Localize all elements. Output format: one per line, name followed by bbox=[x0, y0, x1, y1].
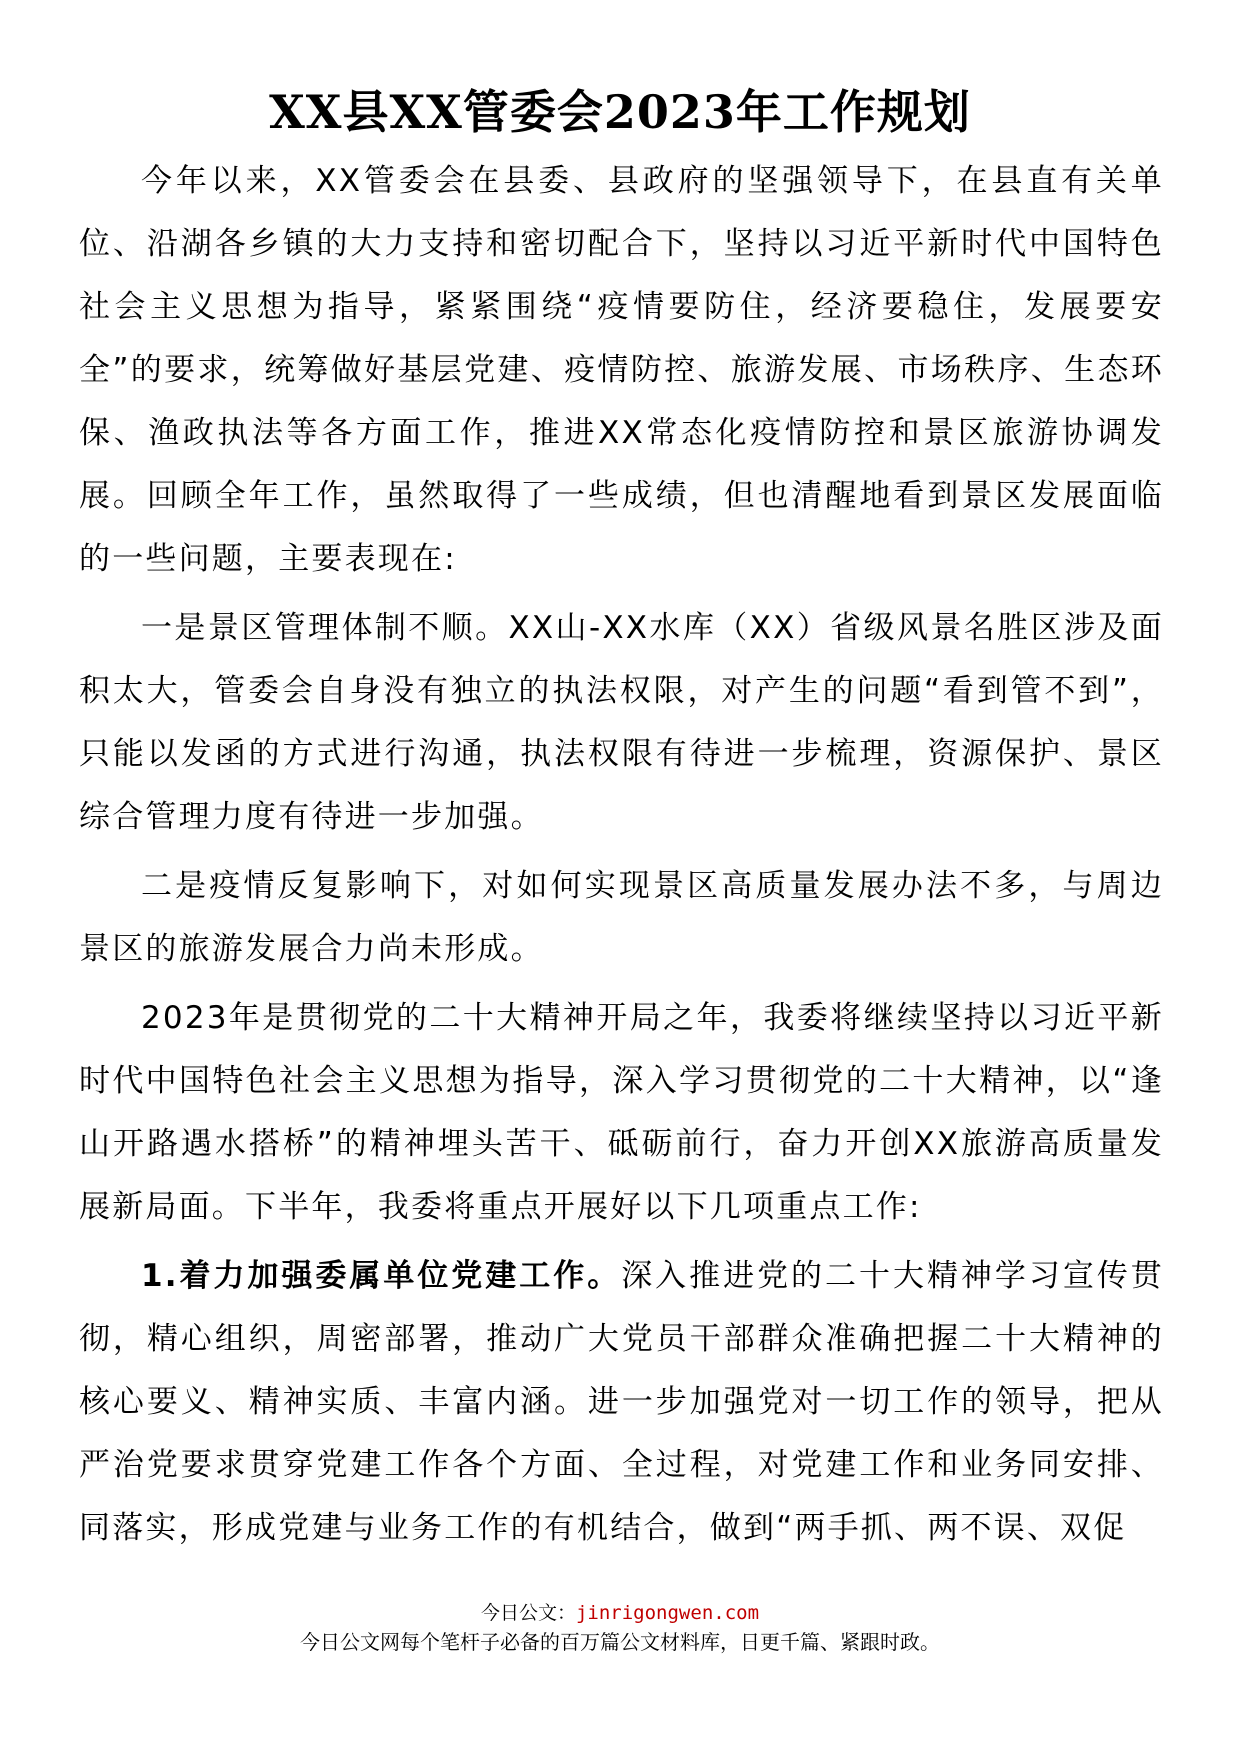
footer-slogan: 今日公文网每个笔杆子必备的百万篇公文材料库，日更千篇、紧跟时政。 bbox=[300, 1630, 940, 1654]
document-body bbox=[79, 150, 1164, 1566]
paragraph-intro bbox=[79, 150, 1164, 591]
paragraph-lead-heading: 1.着力加强委属单位党建工作。 bbox=[141, 1258, 622, 1294]
paragraph-text: 一是景区管理体制不顺。XX山-XX水库（XX）省级风景名胜区涉及面积太大，管委会自身没有独立的执法权限，对产生的问题“看到管不到”，只能以发函的方式进行沟通，执法权限有待进一步梳理，资源保护、景区综合管理力度有待进一步加强。 bbox=[79, 610, 1164, 835]
paragraph-plan-intro bbox=[79, 987, 1164, 1239]
paragraph-text: 2023年是贯彻党的二十大精神开局之年，我委将继续坚持以习近平新时代中国特色社会主义思想为指导，深入学习贯彻党的二十大精神，以“逢山开路遇水搭桥”的精神埋头苦干、砥砺前行，奋力开创XX旅游高质量发展新局面。下半年，我委将重点开展好以下几项重点工作: bbox=[79, 1000, 1164, 1225]
paragraph-task-1 bbox=[79, 1245, 1164, 1560]
paragraph-problem-1 bbox=[79, 597, 1164, 849]
paragraph-text: 深入推进党的二十大精神学习宣传贯彻，精心组织，周密部署，推动广大党员干部群众准确把握二十大精神的核心要义、精神实质、丰富内涵。进一步加强党对一切工作的领导，把从严治党要求贯穿党建工作各个方面、全过程，对党建工作和业务同安排、同落实，形成党建与业务工作的有机结合，做到“两手抓、两不误、双促 bbox=[79, 1258, 1164, 1546]
footer-site-link[interactable]: jinrigongwen.com bbox=[575, 1602, 760, 1624]
paragraph-text: 今年以来，XX管委会在县委、县政府的坚强领导下，在县直有关单位、沿湖各乡镇的大力支持和密切配合下，坚持以习近平新时代中国特色社会主义思想为指导，紧紧围绕“疫情要防住，经济要稳住，发展要安全”的要求，统筹做好基层党建、疫情防控、旅游发展、市场秩序、生态环保、渔政执法等各方面工作，推进XX常态化疫情防控和景区旅游协调发展。回顾全年工作，虽然取得了一些成绩，但也清醒地看到景区发展面临的一些问题，主要表现在: bbox=[79, 163, 1164, 577]
document-title: XX县XX管委会2023年工作规划 bbox=[269, 85, 971, 139]
paragraph-text: 二是疫情反复影响下，对如何实现景区高质量发展办法不多，与周边景区的旅游发展合力尚未形成。 bbox=[79, 868, 1164, 967]
paragraph-problem-2 bbox=[79, 855, 1164, 981]
footer-label: 今日公文： bbox=[480, 1602, 576, 1624]
footer-source bbox=[0, 1600, 1240, 1626]
